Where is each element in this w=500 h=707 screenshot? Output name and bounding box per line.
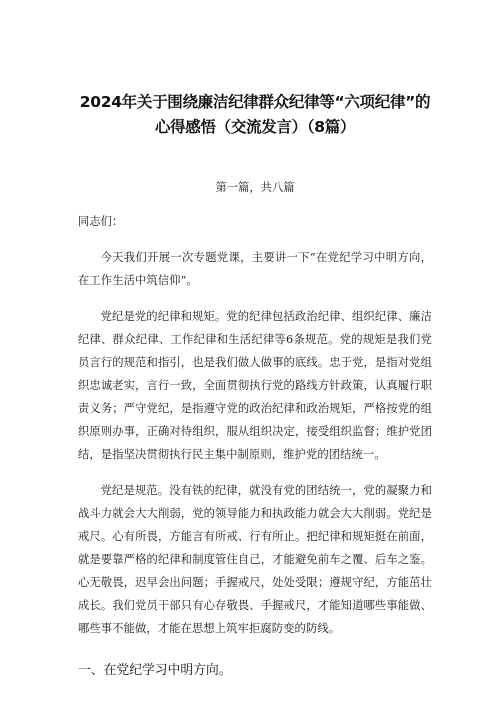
section-heading: 一、在党纪学习中明方向。 bbox=[78, 663, 232, 678]
title-line-1: 2024年关于围绕廉洁纪律群众纪律等“六项纪律”的 bbox=[79, 93, 431, 111]
salutation: 同志们： bbox=[78, 215, 124, 228]
chapter-indicator: 第一篇，共八篇 bbox=[215, 181, 295, 194]
title-line-2: 心得感悟（交流发言）（8篇） bbox=[154, 118, 356, 136]
paragraph-3: 党纪是规范。没有铁的纪律，就没有党的团结统一，党的凝聚力和战斗力就会大大削弱，党的领导能力和执政能力就会大大削弱。党纪是戒尺。心有所畏，方能言有所戒、行有所止。把纪律和规矩挺在前面，就是要靠严格的纪律和制度管住自己，才能避免前车之覆、后车之鉴。心无敬畏，迟早会出问题；手握戒尺，处处受限；遵规守纪，方能茁壮成长。我们党员干部只有心存敬畏、手握戒尺，才能知道哪些事能做、哪些事不能做，才能在思想上筑牢拒腐防变的防线。 bbox=[78, 484, 432, 635]
paragraph-2: 党纪是党的纪律和规矩。党的纪律包括政治纪律、组织纪律、廉洁纪律、群众纪律、工作纪律和生活纪律等6条规范。党的规矩是我们党员言行的规范和指引，也是我们做人做事的底线。忠于党，是指对党组织忠诚老实，言行一致，全面贯彻执行党的路线方针政策，认真履行职责义务；严守党纪，是指遵守党的政治纪律和政治规矩，严格按党的组织原则办事，正确对待组织，服从组织决定，接受组织监督；维护党团结，是指坚决贯彻执行民主集中制原则，维护党的团结统一。 bbox=[78, 310, 432, 461]
document-title bbox=[78, 0, 432, 140]
paragraph-1: 今天我们开展一次专题党课，主要讲一下“在党纪学习中明方向，在工作生活中筑信仰”。 bbox=[78, 251, 432, 287]
